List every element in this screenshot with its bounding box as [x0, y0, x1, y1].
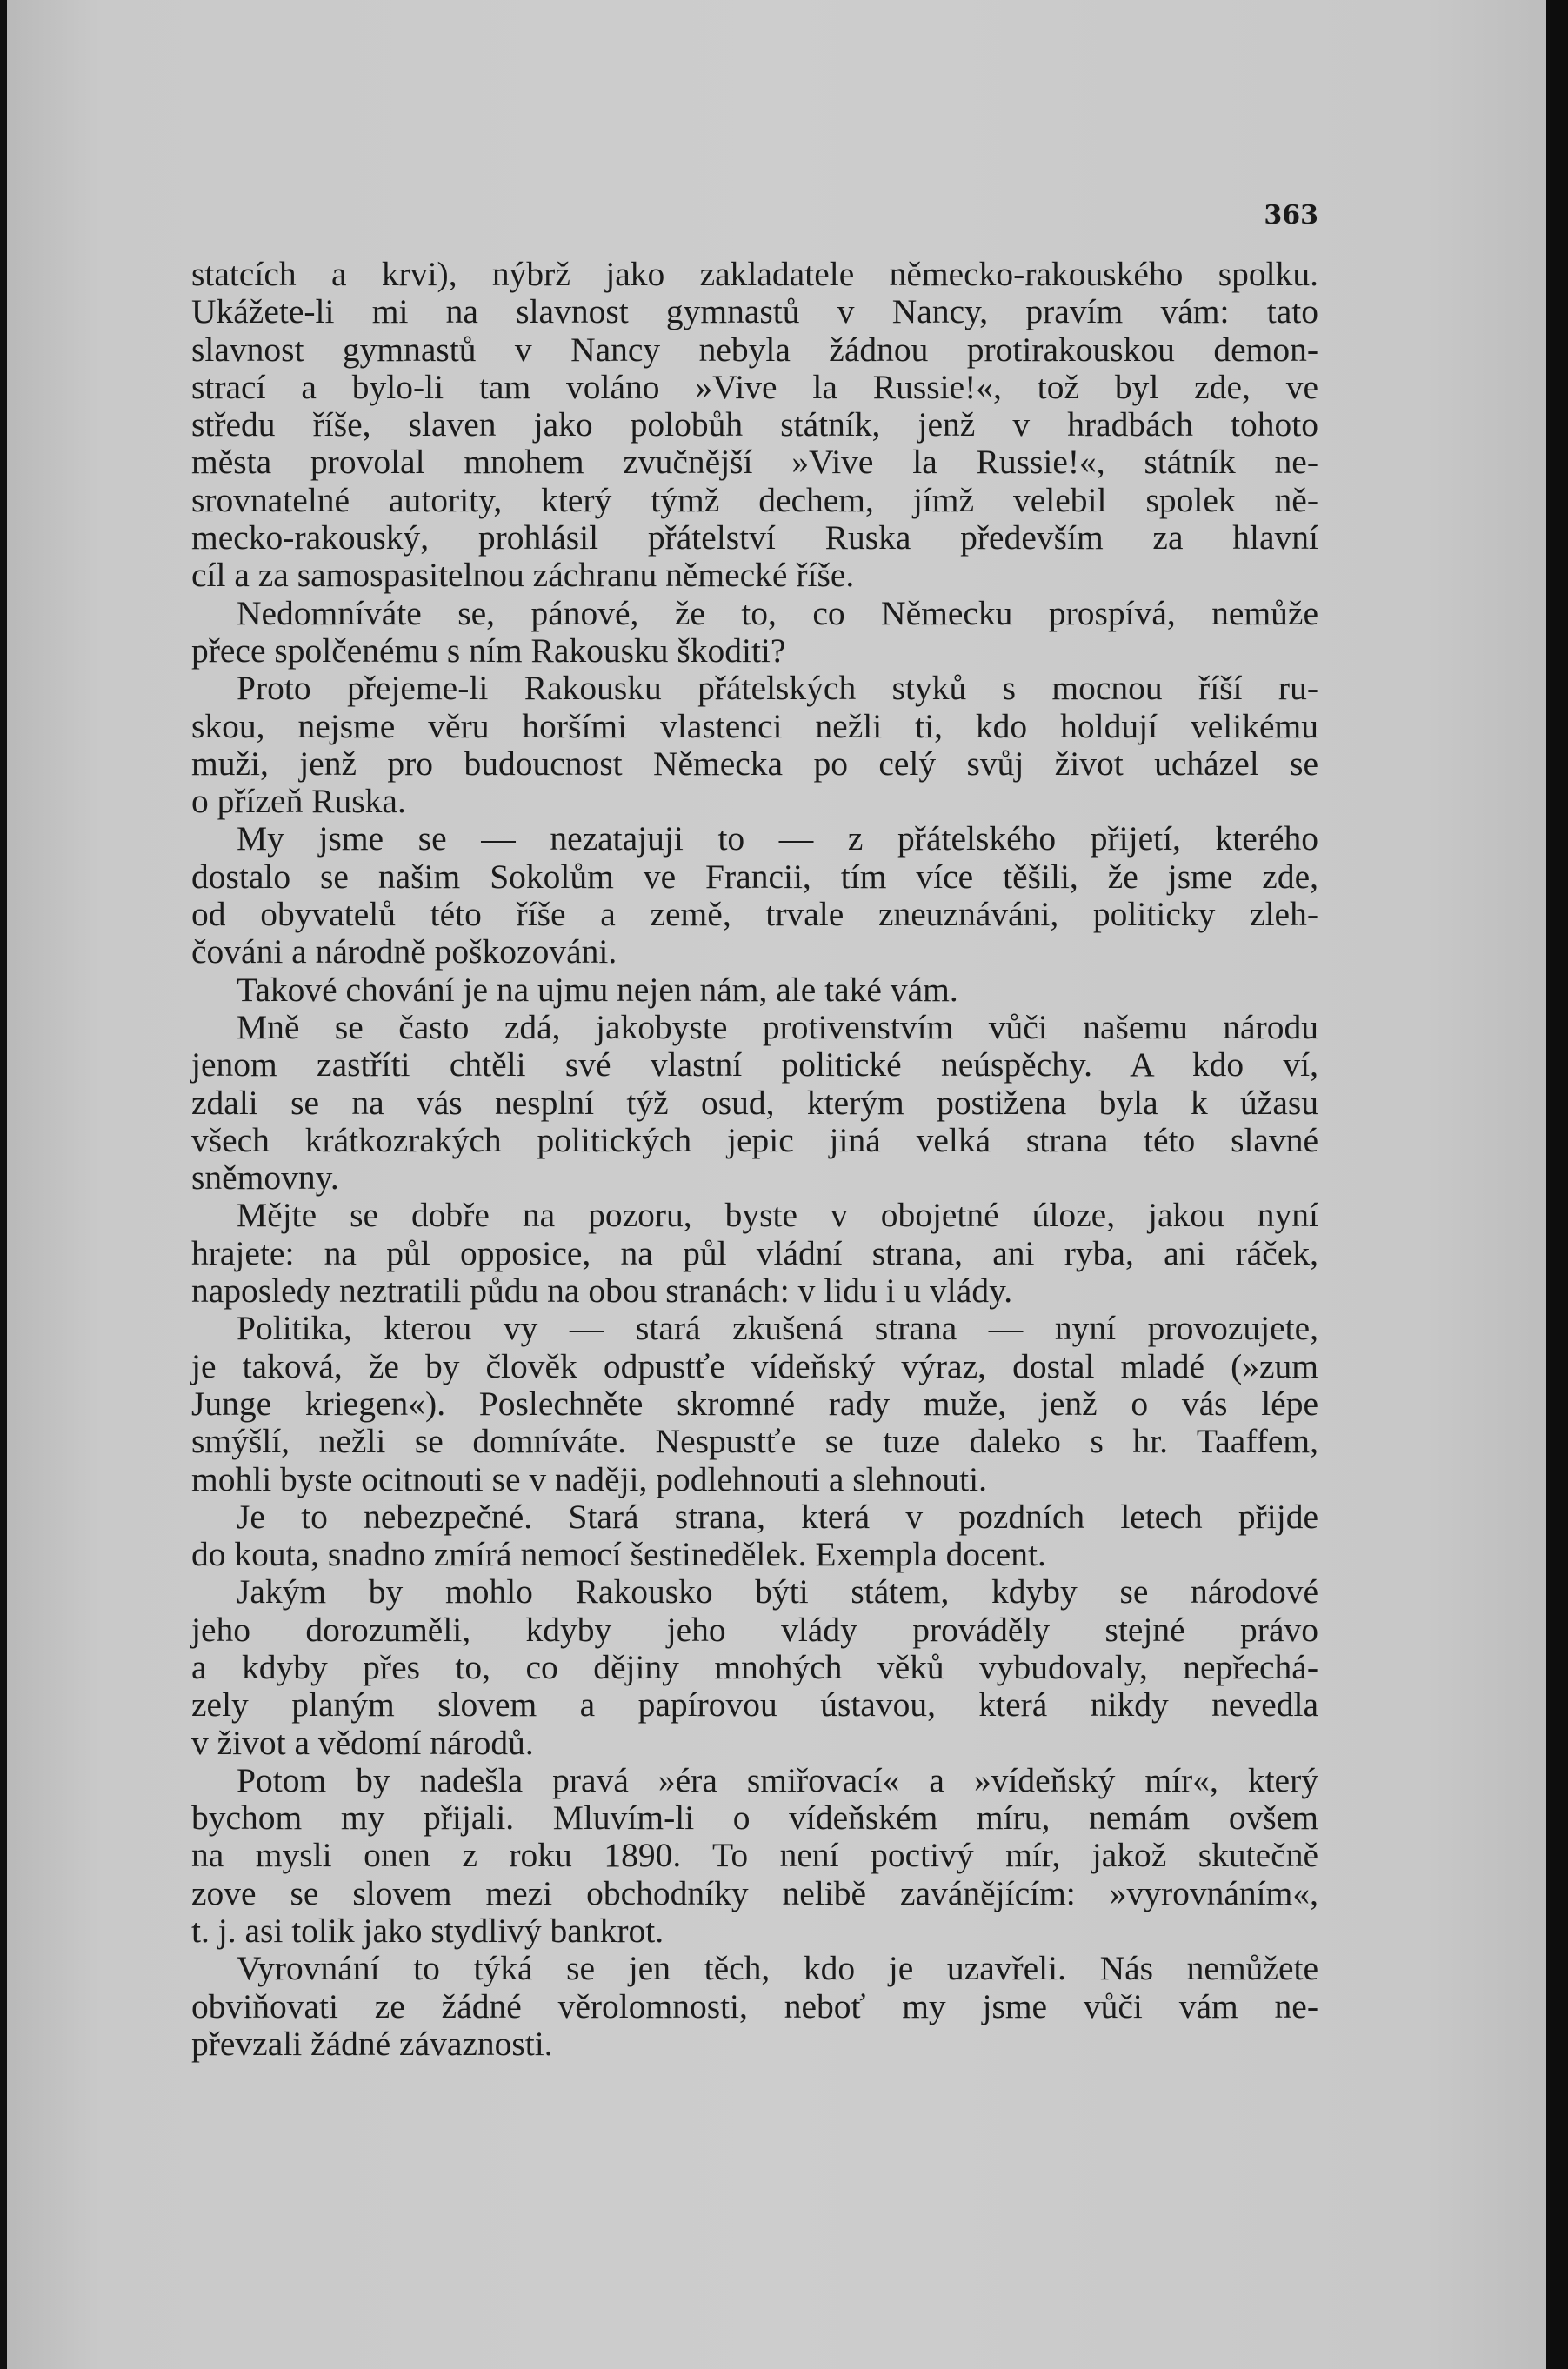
- text-line: všech krátkozrakých politických jepic jiná velká strana této slavné: [191, 1120, 1318, 1159]
- text-line: a kdyby přes to, co dějiny mnohých věků vybudovaly, nepřechá-: [191, 1647, 1318, 1686]
- text-line: cíl a za samospasitelnou záchranu německé říše.: [191, 556, 855, 595]
- text-line: Jakým by mohlo Rakousko býti státem, kdyby se národové: [237, 1572, 1318, 1612]
- text-line: Proto přejeme-li Rakousku přátelských styků s mocnou říší ru-: [237, 669, 1318, 708]
- text-line: Junge kriegen«). Poslechněte skromné rady muže, jenž o vás lépe: [191, 1384, 1318, 1423]
- text-line: čováni a národně poškozováni.: [191, 932, 617, 971]
- paper-sheet: [7, 0, 1546, 2369]
- text-line: v život a vědomí národů.: [191, 1723, 534, 1762]
- text-line: od obyvatelů této říše a země, trvale zneuznáváni, politicky zleh-: [191, 895, 1318, 934]
- text-line: bychom my přijali. Mluvím-li o vídeňském míru, nemám ovšem: [191, 1798, 1318, 1838]
- text-line: sněmovny.: [191, 1158, 339, 1198]
- text-line: Mějte se dobře na pozoru, byste v obojetné úloze, jakou nyní: [237, 1196, 1318, 1235]
- text-line: My jsme se — nezatajuji to — z přátelského přijetí, kterého: [237, 819, 1318, 858]
- body-text: [191, 256, 1318, 2063]
- text-line: do kouta, snadno zmírá nemocí šestinedělek. Exempla docent.: [191, 1535, 1046, 1574]
- text-line: naposledy neztratili půdu na obou stranách: v lidu i u vlády.: [191, 1271, 1013, 1311]
- text-line: středu říše, slaven jako polobůh státník, jenž v hradbách tohoto: [191, 405, 1318, 444]
- text-line: jeho dorozuměli, kdyby jeho vlády prováděly stejné právo: [191, 1610, 1318, 1649]
- text-line: Nedomníváte se, pánové, že to, co Německu prospívá, nemůže: [237, 593, 1318, 632]
- text-line: muži, jenž pro budoucnost Německa po celý svůj život ucházel se: [191, 744, 1318, 783]
- text-line: Potom by nadešla pravá »éra smiřovací« a »vídeňský mír«, který: [237, 1760, 1318, 1799]
- text-line: města provolal mnohem zvučnější »Vive la Russie!«, státník ne-: [191, 443, 1318, 482]
- page-number: 363: [1264, 200, 1318, 230]
- text-line: převzali žádné závaznosti.: [191, 2024, 553, 2063]
- text-line: skou, nejsme věru horšími vlastenci nežli ti, kdo holdují velikému: [191, 706, 1318, 745]
- text-line: jenom zastříti chtěli své vlastní politické neúspěchy. A kdo ví,: [191, 1045, 1318, 1084]
- text-line: mohli byste ocitnouti se v naději, podlehnouti a slehnouti.: [191, 1459, 987, 1498]
- text-line: na mysli onen z roku 1890. To není poctivý mír, jakož skutečně: [191, 1836, 1318, 1875]
- text-line: statcích a krvi), nýbrž jako zakladatele německo-rakouského spolku.: [191, 255, 1318, 293]
- text-line: srovnatelné autority, který týmž dechem, jímž velebil spolek ně-: [191, 480, 1318, 519]
- text-line: t. j. asi tolik jako stydlivý bankrot.: [191, 1912, 664, 1951]
- text-line: Vyrovnání to týká se jen těch, kdo je uzavřeli. Nás nemůžete: [237, 1949, 1318, 1988]
- text-line: dostalo se našim Sokolům ve Francii, tím více těšili, že jsme zde,: [191, 857, 1318, 896]
- text-line: Politika, kterou vy — stará zkušená strana — nyní provozujete,: [237, 1309, 1318, 1348]
- text-line: přece spolčenému s ním Rakousku škoditi?: [191, 631, 786, 670]
- text-line: zove se slovem mezi obchodníky nelibě zavánějícím: »vyrovnáním«,: [191, 1873, 1318, 1912]
- text-line: obviňovati ze žádné věrolomnosti, neboť my jsme vůči vám ne-: [191, 1986, 1318, 2025]
- text-line: Takové chování je na ujmu nejen nám, ale také vám.: [237, 970, 958, 1009]
- text-line: hrajete: na půl opposice, na půl vládní strana, ani ryba, ani ráček,: [191, 1233, 1318, 1272]
- right-dark-margin: [1546, 0, 1568, 2369]
- text-line: Ukážete-li mi na slavnost gymnastů v Nancy, pravím vám: tato: [191, 292, 1318, 331]
- text-line: je taková, že by člověk odpustťe vídeňský výraz, dostal mladé (»zum: [191, 1346, 1318, 1385]
- text-line: Mně se často zdá, jakobyste protivenstvím vůči našemu národu: [237, 1007, 1318, 1046]
- text-line: slavnost gymnastů v Nancy nebyla žádnou protirakouskou demon-: [191, 330, 1318, 369]
- text-line: o přízeň Ruska.: [191, 782, 406, 821]
- text-line: Je to nebezpečné. Stará strana, která v pozdních letech přijde: [237, 1497, 1318, 1536]
- text-line: smýšlí, nežli se domníváte. Nespustťe se tuze daleko s hr. Taaffem,: [191, 1422, 1318, 1461]
- text-line: mecko-rakouský, prohlásil přátelství Ruska především za hlavní: [191, 518, 1318, 557]
- text-line: zely planým slovem a papírovou ústavou, která nikdy nevedla: [191, 1685, 1318, 1725]
- text-line: strací a bylo-li tam voláno »Vive la Russie!«, tož byl zde, ve: [191, 367, 1318, 406]
- text-line: zdali se na vás nesplní týž osud, kterým postižena byla k úžasu: [191, 1083, 1318, 1122]
